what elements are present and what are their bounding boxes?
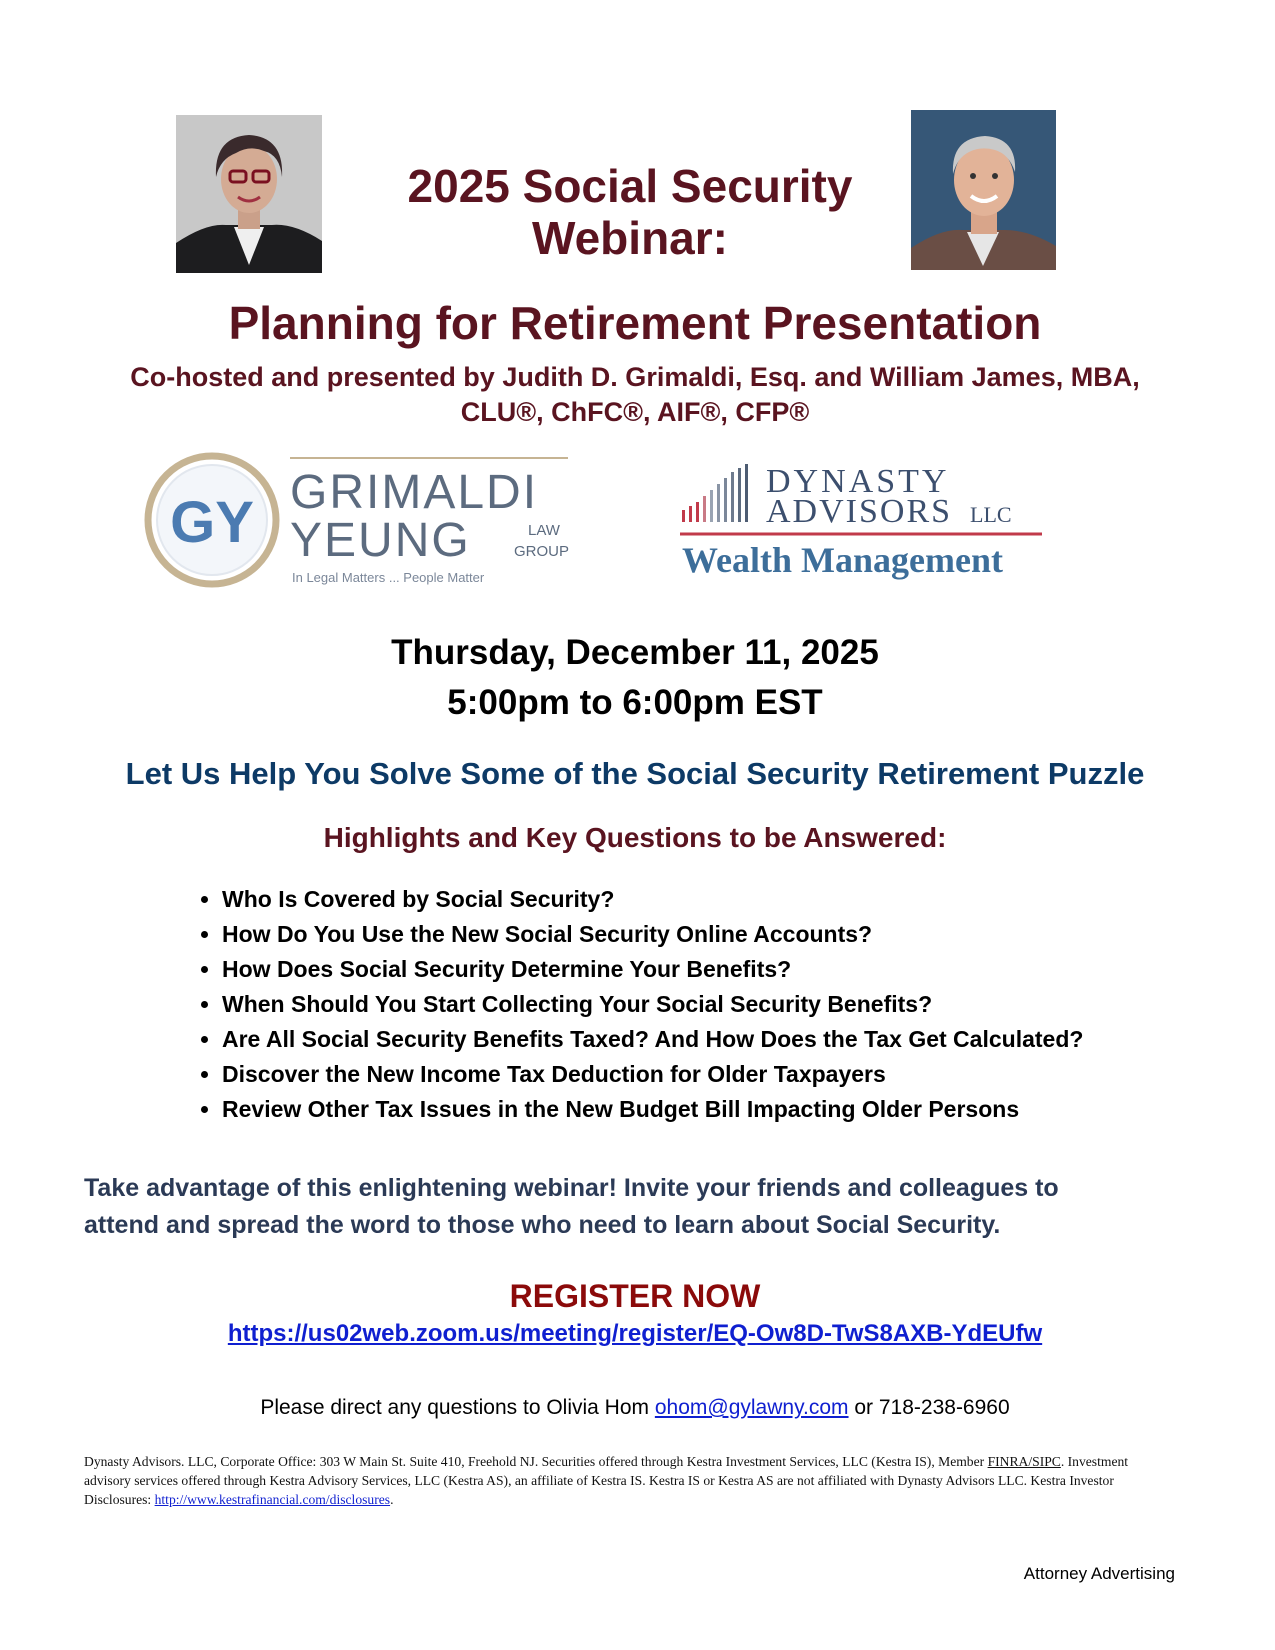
- invite-line-2: attend and spread the word to those who need to learn about Social Security.: [84, 1211, 1001, 1239]
- disclosure-part-2: . Investment advisory services offered through Kestra Advisory Services, LLC (Kestra AS), an affiliate of Kestra IS. Kestra IS or Kestra AS are not affiliated with Dynasty Advisors LLC. Kestra Investor Disclosures:: [84, 1454, 1129, 1507]
- highlights-heading: Highlights and Key Questions to be Answered:: [323, 822, 947, 853]
- contact-prefix: Please direct any questions to Olivia Hom: [260, 1396, 655, 1419]
- disclosure-text: [84, 1452, 1174, 1509]
- kestra-disclosures-link[interactable]: http://www.kestrafinancial.com/disclosures: [154, 1492, 391, 1507]
- questions-list: [190, 882, 1222, 1127]
- disclosure-part-3: .: [390, 1492, 394, 1507]
- title-line-2: Webinar:: [532, 212, 728, 264]
- contact-line: [60, 1394, 1210, 1422]
- dynasty-advisors-logo-graphic: [680, 462, 1050, 586]
- list-item: • When Should You Start Collecting Your Social Security Benefits?: [222, 987, 1222, 1022]
- list-item: • Are All Social Security Benefits Taxed? And How Does the Tax Get Calculated?: [222, 1022, 1222, 1057]
- grimaldi-yeung-logo-graphic: [142, 452, 582, 592]
- register-link[interactable]: https://us02web.zoom.us/meeting/register/EQ-Ow8D-TwS8AXB-YdEUfw: [227, 1320, 1043, 1347]
- title-line-1: 2025 Social Security: [407, 160, 853, 212]
- event-time: 5:00pm to 6:00pm EST: [447, 683, 823, 722]
- disclosure-part-1: Dynasty Advisors. LLC, Corporate Office: 303 W Main St. Suite 410, Freehold NJ. Securities offered through Kestra Investment Services, LLC (Kestra IS), Member: [84, 1454, 988, 1469]
- law-word: LAW: [528, 522, 560, 539]
- wealth-management-tagline: Wealth Management: [682, 540, 1003, 580]
- cohost-line-2: CLU®, ChFC®, AIF®, CFP®: [460, 397, 810, 427]
- register-now-heading: REGISTER NOW: [509, 1278, 761, 1314]
- yeung-wordmark: YEUNG: [290, 514, 471, 567]
- attorney-advertising: Attorney Advertising: [1023, 1564, 1175, 1583]
- list-item: • Review Other Tax Issues in the New Budget Bill Impacting Older Persons: [222, 1092, 1222, 1127]
- gy-monogram: GY: [170, 490, 254, 555]
- contact-suffix: or 718-238-6960: [848, 1396, 1010, 1419]
- advisors-wordmark: ADVISORS: [766, 493, 953, 530]
- llc-word: LLC: [970, 502, 1012, 527]
- list-item: • How Does Social Security Determine Your Benefits?: [222, 952, 1222, 987]
- webinar-title: [300, 160, 960, 264]
- invite-paragraph: [84, 1170, 1194, 1244]
- cohost-line-1: Co-hosted and presented by Judith D. Grimaldi, Esq. and William James, MBA,: [130, 362, 1140, 392]
- grimaldi-yeung-logo: [142, 452, 582, 592]
- dynasty-bars-icon: [682, 464, 748, 522]
- grimaldi-tagline: In Legal Matters ... People Matter: [292, 570, 485, 585]
- group-word: GROUP: [514, 543, 570, 560]
- presentation-subtitle: Planning for Retirement Presentation: [228, 297, 1042, 349]
- event-datetime: [60, 628, 1210, 728]
- dynasty-advisors-logo: [680, 462, 1050, 586]
- list-item: • How Do You Use the New Social Security Online Accounts?: [222, 917, 1222, 952]
- invite-line-1: Take advantage of this enlightening webinar! Invite your friends and colleagues to: [84, 1174, 1059, 1202]
- grimaldi-wordmark: GRIMALDI: [290, 466, 539, 519]
- list-item: • Who Is Covered by Social Security?: [222, 882, 1222, 917]
- list-item: • Discover the New Income Tax Deduction for Older Taxpayers: [222, 1057, 1222, 1092]
- dynasty-wordmark: DYNASTY: [766, 463, 950, 500]
- event-date: Thursday, December 11, 2025: [391, 633, 879, 672]
- cohost-line: [60, 360, 1210, 430]
- contact-email-link[interactable]: ohom@gylawny.com: [654, 1396, 849, 1419]
- puzzle-heading: Let Us Help You Solve Some of the Social Security Retirement Puzzle: [125, 756, 1145, 791]
- finra-sipc-link[interactable]: FINRA/SIPC: [987, 1454, 1061, 1469]
